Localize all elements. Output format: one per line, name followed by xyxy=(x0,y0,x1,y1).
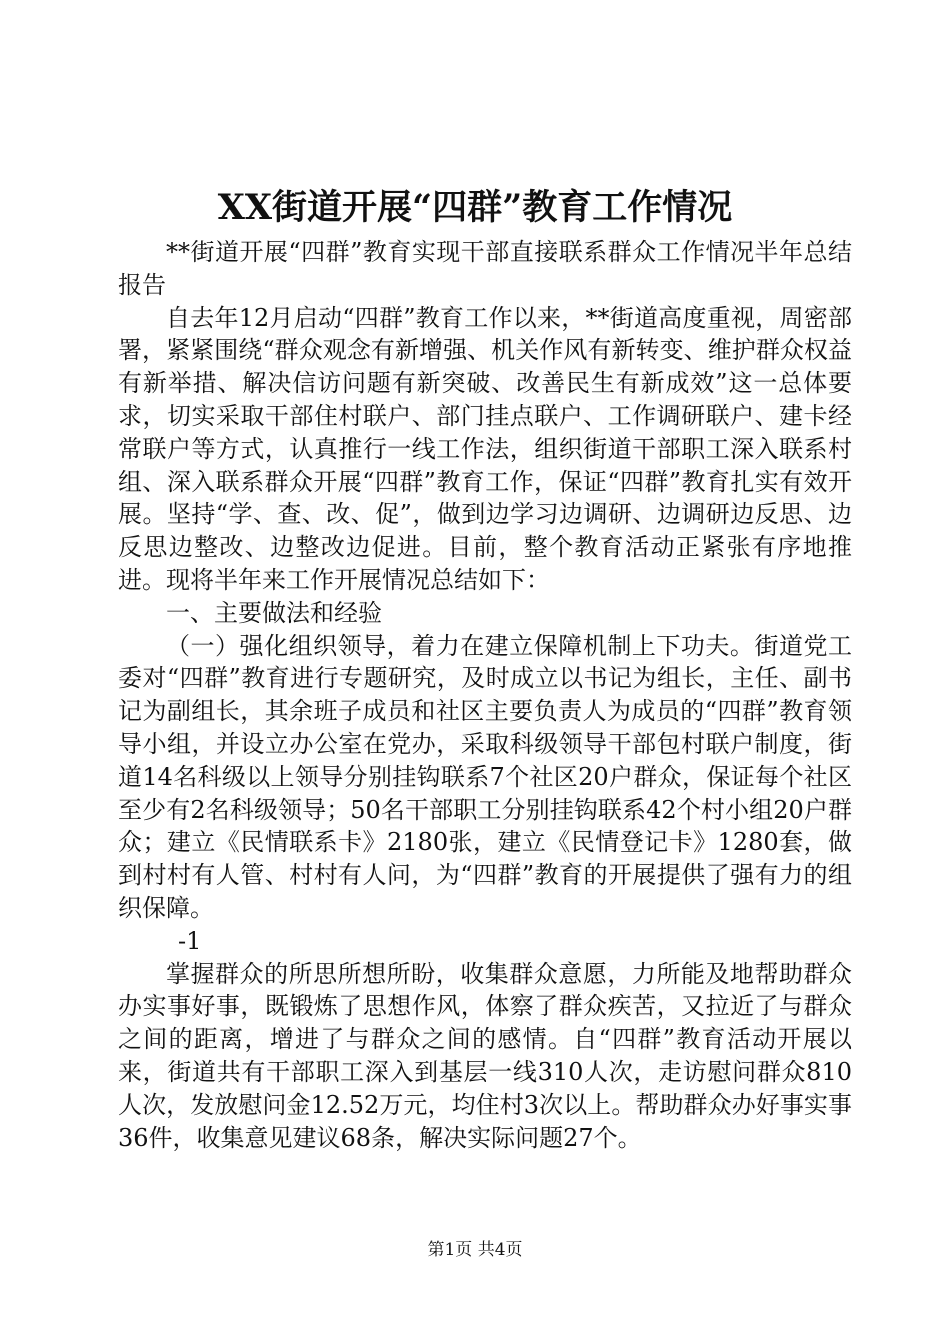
page-title: XX街道开展“四群”教育工作情况 xyxy=(217,187,733,228)
paragraph-section-1: （一）强化组织领导，着力在建立保障机制上下功夫。街道党工委对“四群”教育进行专题研究，及时成立以书记为组长，主任、副书记为副组长，其余班子成员和社区主要负责人为成员的“四群”教育领导小组，并设立办公室在党办，采取科级领导干部包村联户制度，街道14名科级以上领导分别挂钩联系7个社区20户群众，保证每个社区至少有2名科级领导；50名干部职工分别挂钩联系42个村小组20户群众；建立《民情联系卡》2180张，建立《民情登记卡》1280套，做到村村有人管、村村有人问，为“四群”教育的开展提供了强有力的组织保障。 xyxy=(118,631,852,922)
paragraph-subtitle: **街道开展“四群”教育实现干部直接联系群众工作情况半年总结报告 xyxy=(118,238,852,299)
paragraph-continued: 掌握群众的所思所想所盼，收集群众意愿，力所能及地帮助群众办实事好事，既锻炼了思想作风，体察了群众疾苦，又拉近了与群众之间的距离，增进了与群众之间的感情。自“四群”教育活动开展以来，街道共有干部职工深入到基层一线310人次，走访慰问群众810人次，发放慰问金12.52万元，均住村3次以上。帮助群众办好事实事36件，收集意见建议68条，解决实际问题27个。 xyxy=(118,959,852,1152)
document-body xyxy=(118,236,852,1154)
page-marker: -1 xyxy=(178,926,202,955)
paragraph-intro: 自去年12月启动“四群”教育工作以来，**街道高度重视，周密部署，紧紧围绕“群众观念有新增强、机关作风有新转变、维护群众权益有新举措、解决信访问题有新突破、改善民生有新成效”这一总体要求，切实采取干部住村联户、部门挂点联户、工作调研联户、建卡经常联户等方式，认真推行一线工作法，组织街道干部职工深入联系村组、深入联系群众开展“四群”教育工作，保证“四群”教育扎实有效开展。坚持“学、查、改、促”，做到边学习边调研、边调研边反思、边反思边整改、边整改边促进。目前，整个教育活动正紧张有序地推进。现将半年来工作开展情况总结如下： xyxy=(118,303,852,594)
page-footer: 第1页 共4页 xyxy=(427,1240,523,1260)
section-heading: 一、主要做法和经验 xyxy=(166,598,382,627)
